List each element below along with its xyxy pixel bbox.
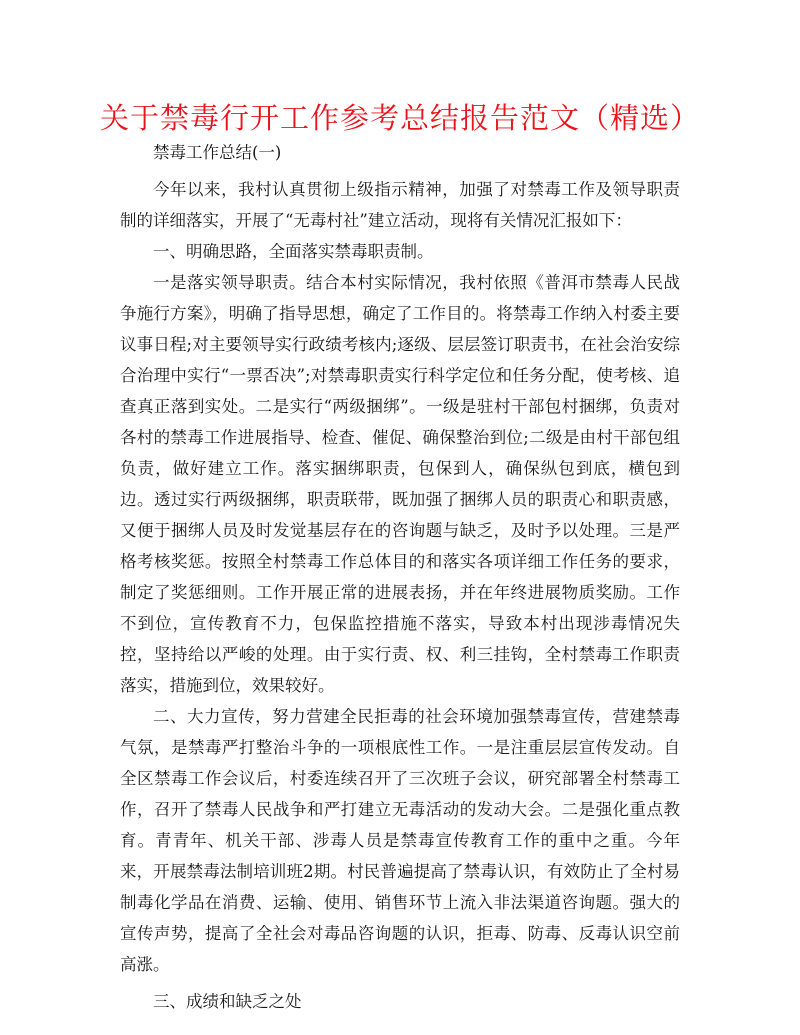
section-heading-3: 三、成绩和缺乏之处 [153, 992, 302, 1011]
paragraph-intro: 今年以来，我村认真贯彻上级指示精神，加强了对禁毒工作及领导职责制的详细落实，开展了“无毒村社”建立活动，现将有关情况汇报如下： [120, 180, 680, 230]
paragraph-section-2: 二、大力宣传，努力营建全民拒毒的社会环境加强禁毒宣传，营建禁毒气氛，是禁毒严打整治斗争的一项根底性工作。一是注重层层宣传发动。自全区禁毒工作会议后，村委连续召开了三次班子会议，研究部署全村禁毒工作，召开了禁毒人民战争和严打建立无毒活动的发动大会。二是强化重点教育。青青年、机关干部、涉毒人员是禁毒宣传教育工作的重中之重。今年来，开展禁毒法制培训班2期。村民普遍提高了禁毒认识，有效防止了全村易制毒化学品在消费、运输、使用、销售环节上流入非法渠道咨询题。强大的宣传声势，提高了全社会对毒品咨询题的认识，拒毒、防毒、反毒认识空前高涨。 [120, 707, 680, 974]
document-body [120, 137, 680, 1017]
paragraph-section-1: 一是落实领导职责。结合本村实际情况，我村依照《普洱市禁毒人民战争施行方案》，明确了指导思想，确定了工作目的。将禁毒工作纳入村委主要议事日程;对主要领导实行政绩考核内;逐级、层层签订职责书，在社会治安综合治理中实行“一票否决”;对禁毒职责实行科学定位和任务分配，使考核、追查真正落到实处。二是实行“两级捆绑”。一级是驻村干部包村捆绑，负责对各村的禁毒工作进展指导、检查、催促、确保整治到位;二级是由村干部包组负责，做好建立工作。落实捆绑职责，包保到人，确保纵包到底，横包到边。透过实行两级捆绑，职责联带，既加强了捆绑人员的职责心和职责感，又便于捆绑人员及时发觉基层存在的咨询题与缺乏，及时予以处理。三是严格考核奖惩。按照全村禁毒工作总体目的和落实各项详细工作任务的要求，制定了奖惩细则。工作开展正常的进展表扬，并在年终进展物质奖励。工作不到位，宣传教育不力，包保监控措施不落实，导致本村出现涉毒情况失控，坚持给以严峻的处理。由于实行责、权、利三挂钩，全村禁毒工作职责落实，措施到位，效果较好。 [120, 273, 680, 695]
document-subtitle: 禁毒工作总结(一) [153, 143, 282, 162]
document-title: 关于禁毒行开工作参考总结报告范文（精选） [99, 101, 700, 135]
section-heading-1: 一、明确思路，全面落实禁毒职责制。 [153, 242, 434, 261]
